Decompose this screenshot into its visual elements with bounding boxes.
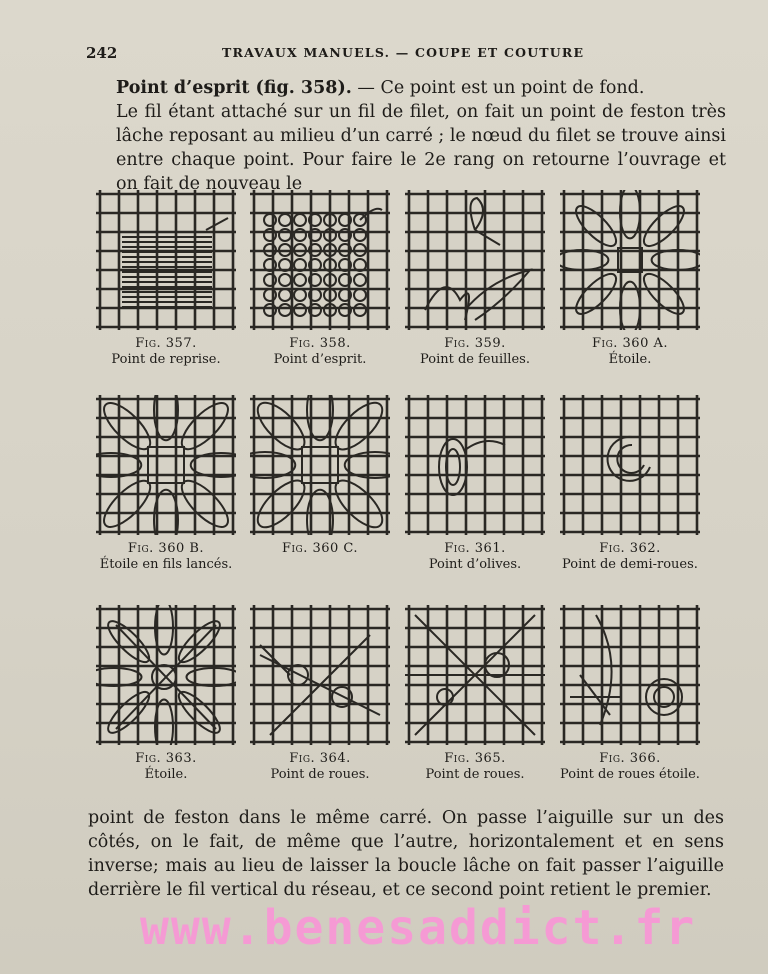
intro-paragraph: [116, 76, 726, 196]
figure-caption: Point de demi-roues.: [562, 557, 698, 572]
figure-number: Fig. 360 A.: [592, 336, 668, 351]
intro-text: Le fil étant attaché sur un fil de filet, on fait un point de feston très lâche reposant au milieu d’un carré ; le nœud du filet se trouve ainsi entre chaque point. Pour faire le 2e rang on retourne l’ouvrage et on fait de nouveau le: [116, 102, 726, 194]
figure-number: Fig. 366.: [599, 751, 661, 766]
body-text: point de feston dans le même carré. On passe l’aiguille sur un des côtés, on le fait, de même que l’autre, horizontalement et en sens inverse; mais au lieu de laisser la boucle lâche on fait passer l’aiguille derrière le fil vertical du réseau, et ce second point retient le premier.: [88, 808, 724, 900]
figure-number: Fig. 358.: [289, 336, 351, 351]
body-paragraph: [88, 806, 724, 902]
figure-star-c: [250, 395, 390, 557]
figure-caption: Étoile en fils lancés.: [99, 557, 233, 572]
lace-illustration: [250, 190, 390, 330]
figure-number: Fig. 360 B.: [127, 541, 205, 556]
figure-number: Fig. 357.: [135, 336, 197, 351]
figure-star-d: [96, 605, 236, 783]
figure-number: Fig. 363.: [135, 751, 197, 766]
figure-number: Fig. 359.: [444, 336, 506, 351]
figure-caption: Point de roues étoile.: [560, 767, 700, 782]
lace-illustration: [405, 605, 545, 745]
figure-caption: Point de reprise.: [111, 352, 221, 367]
lace-illustration: [96, 190, 236, 330]
figure-half-wheel: [560, 395, 700, 573]
lace-illustration: [250, 395, 390, 535]
figure-number: Fig. 365.: [444, 751, 506, 766]
figure-star-a: [560, 190, 700, 368]
figure-olive: [405, 395, 545, 573]
section-heading-rest: — Ce point est un point de fond.: [351, 78, 645, 98]
section-heading: Point d’esprit (fig. 358).: [116, 78, 352, 98]
figure-caption: Point d’olives.: [428, 557, 522, 572]
lace-illustration: [405, 395, 545, 535]
lace-illustration: [405, 190, 545, 330]
figure-caption: Point d’esprit.: [273, 352, 367, 367]
figure-leaves: [405, 190, 545, 368]
page-header: [86, 44, 686, 64]
lace-illustration: [96, 395, 236, 535]
figure-wheels-a: [250, 605, 390, 783]
figure-caption: Étoile.: [608, 352, 652, 367]
lace-illustration: [250, 605, 390, 745]
running-head: TRAVAUX MANUELS. — COUPE ET COUTURE: [222, 45, 585, 60]
figure-caption: Point de feuilles.: [420, 352, 530, 367]
lace-illustration: [560, 605, 700, 745]
figure-darning: [96, 190, 236, 368]
figure-caption: Point de roues.: [270, 767, 370, 782]
figure-number: Fig. 362.: [599, 541, 661, 556]
figure-esprit: [250, 190, 390, 368]
figure-star-b: [96, 395, 236, 573]
lace-illustration: [96, 605, 236, 745]
page-number: 242: [86, 44, 118, 62]
watermark: www.benesaddict.fr: [140, 900, 697, 956]
figure-number: Fig. 361.: [444, 541, 506, 556]
lace-illustration: [560, 395, 700, 535]
figure-wheels-star: [560, 605, 700, 783]
figure-number: Fig. 364.: [289, 751, 351, 766]
figure-caption: Point de roues.: [425, 767, 525, 782]
figure-caption: Étoile.: [144, 767, 188, 782]
figure-wheels-b: [405, 605, 545, 783]
figure-number: Fig. 360 C.: [281, 541, 359, 556]
lace-illustration: [560, 190, 700, 330]
